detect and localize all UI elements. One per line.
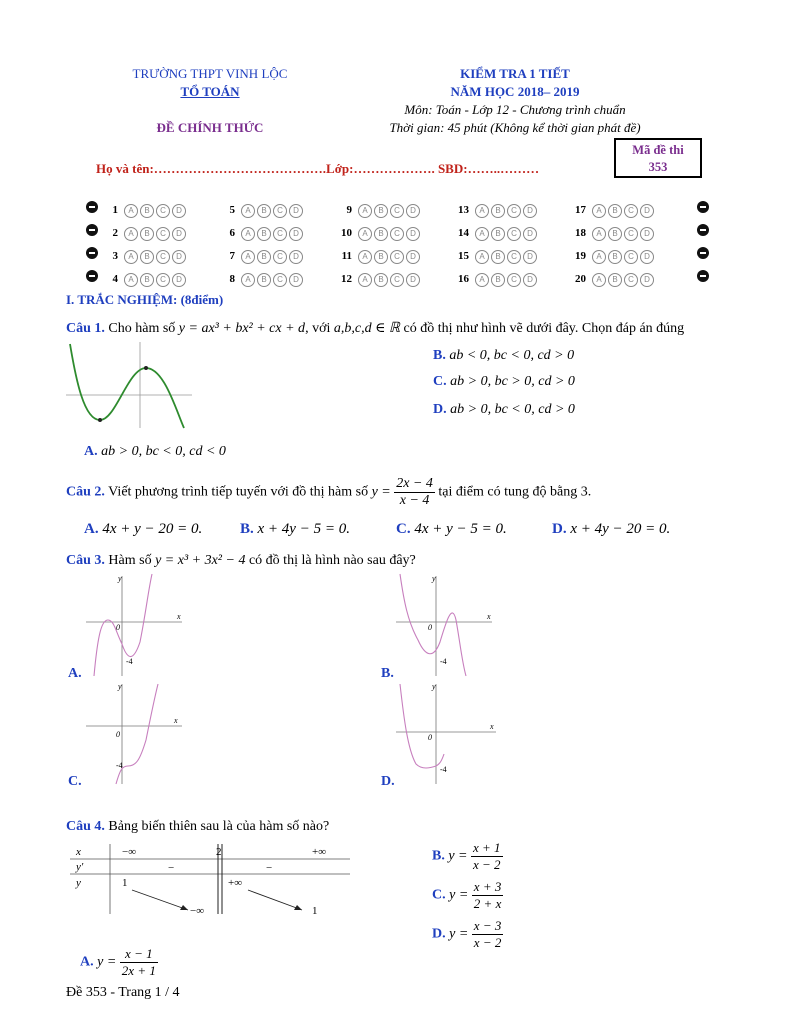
- subject-line: Môn: Toán - Lớp 12 - Chương trình chuẩn: [404, 102, 626, 117]
- answer-bubble-d[interactable]: D: [172, 204, 186, 218]
- answer-bubble-b[interactable]: B: [608, 227, 622, 241]
- answer-item: [447, 246, 539, 264]
- answer-bubble-d[interactable]: D: [640, 227, 654, 241]
- answer-item: [213, 200, 305, 218]
- answer-item: [96, 223, 188, 241]
- q1-a-text: ab > 0, bc < 0, cd < 0: [101, 444, 226, 459]
- answer-bubble-a[interactable]: A: [241, 250, 255, 264]
- q2-label: Câu 2.: [66, 484, 105, 500]
- time-line: Thời gian: 45 phút (Không kể thời gian phát đề): [389, 120, 641, 135]
- answer-bubble-c[interactable]: C: [156, 227, 170, 241]
- q4-d-fraction: [472, 918, 504, 951]
- answer-bubble-b[interactable]: B: [257, 250, 271, 264]
- answer-bubble-d[interactable]: D: [523, 227, 537, 241]
- answer-bubble-a[interactable]: A: [124, 204, 138, 218]
- answer-bubble-a[interactable]: A: [592, 250, 606, 264]
- answer-bubble-c[interactable]: C: [624, 273, 638, 287]
- answer-question-number: 5: [229, 204, 235, 216]
- q3a-y-label: y: [118, 574, 122, 583]
- q1-mid: , với: [305, 321, 331, 336]
- answer-bubble-d[interactable]: D: [640, 204, 654, 218]
- q3d-origin: 0: [428, 733, 432, 742]
- q2-d-text: x + 4y − 20 = 0.: [570, 521, 671, 537]
- q3c-origin: 0: [116, 730, 120, 739]
- answer-question-number: 14: [458, 227, 469, 239]
- q1-graph: [66, 340, 194, 430]
- q4-tbl-posinf: +∞: [312, 846, 327, 858]
- q4-tbl-minus1: −: [168, 862, 175, 874]
- q1-formula: y = ax³ + bx² + cx + d: [178, 321, 306, 336]
- q4-tbl-two: 2: [216, 846, 222, 858]
- exam-code-box: [614, 138, 702, 178]
- q4-tbl-posinf2: +∞: [228, 877, 243, 889]
- answer-bubble-d[interactable]: D: [289, 273, 303, 287]
- answer-bubble-c[interactable]: C: [156, 250, 170, 264]
- q2-a-label: A.: [84, 521, 99, 537]
- q3b-origin: 0: [428, 623, 432, 632]
- answer-bubble-d[interactable]: D: [406, 204, 420, 218]
- answer-bubble-d[interactable]: D: [289, 227, 303, 241]
- q2-option-d[interactable]: [552, 521, 670, 538]
- q2-fraction: [394, 476, 435, 509]
- q3-label: Câu 3.: [66, 553, 105, 568]
- answer-bubble-d[interactable]: D: [289, 250, 303, 264]
- q2-text: Viết phương trình tiếp tuyến với đồ thị hàm số: [108, 484, 369, 500]
- answer-item: [213, 223, 305, 241]
- q3d-y-label: y: [432, 682, 436, 691]
- answer-bubble-b[interactable]: B: [140, 250, 154, 264]
- answer-bubble-c[interactable]: C: [507, 273, 521, 287]
- answer-bubble-a[interactable]: A: [358, 204, 372, 218]
- q4-c-den: 2 + x: [473, 896, 502, 911]
- answer-bubble-c[interactable]: C: [273, 250, 287, 264]
- q4-a-num: x − 1: [120, 946, 158, 963]
- q1-d-label: D.: [433, 402, 447, 417]
- answer-bubble-b[interactable]: B: [257, 227, 271, 241]
- answer-question-number: 7: [229, 250, 235, 262]
- q2-tail: tại điểm có tung độ bằng 3.: [438, 484, 592, 500]
- alignment-mark-icon: [697, 247, 709, 259]
- q3a-m4: -4: [126, 657, 133, 666]
- answer-bubble-b[interactable]: B: [374, 227, 388, 241]
- q3b-y-label: y: [432, 574, 436, 583]
- answer-bubble-a[interactable]: A: [358, 227, 372, 241]
- q4-b-den: x − 2: [473, 857, 501, 872]
- answer-bubble-c[interactable]: C: [390, 250, 404, 264]
- q4-tbl-one1: 1: [122, 877, 128, 889]
- q3-option-d[interactable]: D.: [381, 774, 395, 789]
- q1-max-point: [144, 366, 148, 370]
- answer-item: [96, 200, 188, 218]
- answer-bubble-a[interactable]: A: [124, 273, 138, 287]
- answer-bubble-a[interactable]: A: [241, 227, 255, 241]
- answer-bubble-c[interactable]: C: [273, 273, 287, 287]
- q4-option-d[interactable]: [432, 918, 503, 951]
- answer-bubble-d[interactable]: D: [172, 250, 186, 264]
- q3d-x-label: x: [490, 722, 494, 731]
- q4-tbl-minus2: −: [266, 862, 273, 874]
- q3-option-a[interactable]: A.: [68, 666, 82, 681]
- answer-bubble-a[interactable]: A: [592, 204, 606, 218]
- answer-row: [86, 200, 716, 214]
- answer-item: [96, 246, 188, 264]
- answer-bubble-d[interactable]: D: [406, 227, 420, 241]
- q3c-x-label: x: [174, 716, 178, 725]
- answer-bubble-b[interactable]: B: [257, 273, 271, 287]
- q1-option-b[interactable]: [433, 348, 574, 364]
- alignment-mark-icon: [697, 224, 709, 236]
- answer-bubble-c[interactable]: C: [624, 250, 638, 264]
- answer-question-number: 17: [575, 204, 586, 216]
- answer-bubble-b[interactable]: B: [257, 204, 271, 218]
- q4-tbl-yp: y': [76, 861, 84, 873]
- answer-question-number: 10: [341, 227, 352, 239]
- answer-bubble-b[interactable]: B: [491, 227, 505, 241]
- q1-option-c[interactable]: [433, 374, 575, 390]
- answer-bubble-a[interactable]: A: [592, 227, 606, 241]
- q3a-origin: 0: [116, 623, 120, 632]
- q4-a-fraction: [120, 946, 158, 979]
- answer-bubble-d[interactable]: D: [640, 250, 654, 264]
- answer-bubble-a[interactable]: A: [124, 250, 138, 264]
- q1-label: Câu 1.: [66, 321, 105, 336]
- q4-b-y: y =: [448, 848, 468, 864]
- answer-bubble-b[interactable]: B: [374, 273, 388, 287]
- answer-question-number: 20: [575, 273, 586, 285]
- answer-bubble-c[interactable]: C: [507, 227, 521, 241]
- answer-bubble-a[interactable]: A: [241, 204, 255, 218]
- question-1: [66, 320, 684, 337]
- answer-bubble-b[interactable]: B: [374, 204, 388, 218]
- answer-question-number: 9: [346, 204, 352, 216]
- q4-b-num: x + 1: [473, 840, 501, 855]
- q3b-x-label: x: [487, 612, 491, 621]
- answer-bubble-b[interactable]: B: [491, 273, 505, 287]
- q1-c-label: C.: [433, 374, 447, 389]
- answer-bubble-b[interactable]: B: [491, 204, 505, 218]
- q4-a-den: 2x + 1: [121, 963, 156, 978]
- exam-code-label: Mã đề thi: [632, 143, 684, 157]
- answer-bubble-d[interactable]: D: [523, 273, 537, 287]
- q4-tbl-neginf: −∞: [122, 846, 137, 858]
- q3-option-b[interactable]: B.: [381, 666, 394, 681]
- q4-d-den: x − 2: [473, 935, 502, 950]
- answer-item: [564, 246, 656, 264]
- q3-graph-b: [396, 572, 506, 678]
- q3-option-c[interactable]: C.: [68, 774, 82, 789]
- question-4: [66, 819, 329, 835]
- alignment-mark-icon: [697, 201, 709, 213]
- q4-text: Bảng biến thiên sau là của hàm số nào?: [108, 819, 330, 834]
- answer-item: [447, 223, 539, 241]
- student-info-line: Họ và tên:………………………………….Lớp:………………. SBD:……..………: [96, 161, 540, 176]
- q2-y: y =: [371, 484, 391, 500]
- q4-c-fraction: [472, 879, 504, 912]
- answer-bubble-c[interactable]: C: [273, 227, 287, 241]
- q4-c-y: y =: [449, 887, 469, 903]
- q4-option-a[interactable]: [80, 946, 158, 979]
- q1-b-text: ab < 0, bc < 0, cd > 0: [449, 348, 575, 363]
- q2-b-label: B.: [240, 521, 254, 537]
- answer-item: [447, 269, 539, 287]
- answer-question-number: 19: [575, 250, 586, 262]
- q2-c-label: C.: [396, 521, 411, 537]
- answer-bubble-a[interactable]: A: [475, 250, 489, 264]
- department: TỔ TOÁN: [180, 84, 240, 99]
- q3-graph-c: [86, 680, 196, 786]
- answer-bubble-c[interactable]: C: [390, 273, 404, 287]
- q3-graph-d: [396, 680, 506, 786]
- answer-bubble-b[interactable]: B: [374, 250, 388, 264]
- q4-option-c[interactable]: [432, 879, 503, 912]
- q4-tbl-y: y: [76, 877, 81, 889]
- answer-item: [330, 223, 422, 241]
- q2-c-text: 4x + y − 5 = 0.: [414, 521, 507, 537]
- q4-c-label: C.: [432, 887, 446, 903]
- answer-question-number: 11: [341, 250, 352, 262]
- answer-bubble-c[interactable]: C: [390, 204, 404, 218]
- answer-question-number: 18: [575, 227, 586, 239]
- q4-tbl-neginf2: −∞: [190, 905, 205, 917]
- q1-tail: có đồ thị như hình vẽ dưới đây. Chọn đáp án đúng: [403, 321, 685, 336]
- q3c-y-label: y: [118, 682, 122, 691]
- q3a-x-label: x: [177, 612, 181, 621]
- answer-bubble-a[interactable]: A: [124, 227, 138, 241]
- answer-bubble-c[interactable]: C: [390, 227, 404, 241]
- q1-curve: [70, 344, 184, 428]
- answer-question-number: 4: [112, 273, 118, 285]
- answer-question-number: 6: [229, 227, 235, 239]
- q1-min-point: [98, 418, 102, 422]
- answer-bubble-c[interactable]: C: [507, 250, 521, 264]
- official-label: ĐỀ CHÍNH THỨC: [156, 120, 264, 135]
- q2-num: 2x − 4: [396, 476, 433, 491]
- q3-graph-a: [86, 572, 196, 678]
- answer-item: [330, 200, 422, 218]
- answer-bubble-a[interactable]: A: [475, 227, 489, 241]
- q3-tail: có đồ thị là hình nào sau đây?: [248, 553, 416, 568]
- answer-question-number: 13: [458, 204, 469, 216]
- q4-a-label: A.: [80, 954, 94, 970]
- q2-option-a[interactable]: [84, 521, 202, 538]
- q4-label: Câu 4.: [66, 819, 105, 834]
- exam-title: KIỂM TRA 1 TIẾT: [460, 66, 570, 81]
- q3-text: Hàm số: [108, 553, 152, 568]
- answer-row: [86, 223, 716, 237]
- q2-b-text: x + 4y − 5 = 0.: [257, 521, 350, 537]
- answer-item: [330, 246, 422, 264]
- q2-option-c[interactable]: [396, 521, 507, 538]
- q4-d-num: x − 3: [473, 918, 502, 933]
- answer-bubble-d[interactable]: D: [172, 227, 186, 241]
- answer-item: [96, 269, 188, 287]
- q4-a-y: y =: [97, 954, 117, 970]
- answer-bubble-c[interactable]: C: [156, 204, 170, 218]
- answer-question-number: 3: [112, 250, 118, 262]
- answer-bubble-b[interactable]: B: [491, 250, 505, 264]
- q1-text: Cho hàm số: [108, 321, 176, 336]
- q4-b-label: B.: [432, 848, 445, 864]
- answer-row: [86, 246, 716, 260]
- q4-tbl-x: x: [76, 846, 81, 858]
- answer-bubble-d[interactable]: D: [406, 250, 420, 264]
- answer-item: [564, 200, 656, 218]
- answer-bubble-d[interactable]: D: [640, 273, 654, 287]
- answer-bubble-b[interactable]: B: [608, 204, 622, 218]
- answer-item: [447, 200, 539, 218]
- q4-variation-table: [70, 842, 354, 918]
- answer-bubble-c[interactable]: C: [624, 227, 638, 241]
- answer-bubble-d[interactable]: D: [406, 273, 420, 287]
- q1-option-d[interactable]: [433, 402, 575, 418]
- answer-bubble-d[interactable]: D: [523, 204, 537, 218]
- answer-bubble-c[interactable]: C: [273, 204, 287, 218]
- answer-item: [213, 246, 305, 264]
- answer-item: [564, 269, 656, 287]
- q4-d-label: D.: [432, 926, 446, 942]
- school-name: TRƯỜNG THPT VINH LỘC: [132, 66, 288, 81]
- answer-bubble-a[interactable]: A: [358, 250, 372, 264]
- q1-a-label: A.: [84, 444, 98, 459]
- answer-bubble-c[interactable]: C: [624, 204, 638, 218]
- answer-question-number: 15: [458, 250, 469, 262]
- answer-bubble-a[interactable]: A: [358, 273, 372, 287]
- question-3: [66, 553, 416, 569]
- q3d-m4: -4: [440, 765, 447, 774]
- answer-bubble-a[interactable]: A: [475, 204, 489, 218]
- q1-b-label: B.: [433, 348, 446, 363]
- q4-d-y: y =: [449, 926, 469, 942]
- answer-item: [564, 223, 656, 241]
- q1-option-a[interactable]: [84, 444, 226, 460]
- q2-option-b[interactable]: [240, 521, 350, 538]
- answer-bubble-b[interactable]: B: [140, 204, 154, 218]
- q3c-m4: -4: [116, 761, 123, 770]
- exam-code: 353: [648, 160, 668, 174]
- answer-bubble-d[interactable]: D: [172, 273, 186, 287]
- section-title: I. TRẮC NGHIỆM: (8điểm): [66, 292, 224, 307]
- page-footer: Đề 353 - Trang 1 / 4: [66, 985, 180, 1000]
- q1-d-text: ab > 0, bc < 0, cd > 0: [450, 402, 575, 417]
- q4-b-fraction: [471, 840, 503, 873]
- q4-c-num: x + 3: [473, 879, 502, 894]
- answer-bubble-a[interactable]: A: [592, 273, 606, 287]
- school-year: NĂM HỌC 2018– 2019: [450, 84, 580, 99]
- answer-bubble-a[interactable]: A: [475, 273, 489, 287]
- answer-item: [330, 269, 422, 287]
- q1-set: a,b,c,d ∈ ℝ: [333, 321, 401, 336]
- q4-tbl-one2: 1: [312, 905, 318, 917]
- answer-question-number: 16: [458, 273, 469, 285]
- answer-question-number: 12: [341, 273, 352, 285]
- answer-bubble-a[interactable]: A: [241, 273, 255, 287]
- q1-c-text: ab > 0, bc > 0, cd > 0: [450, 374, 575, 389]
- answer-bubble-c[interactable]: C: [156, 273, 170, 287]
- q4-option-b[interactable]: [432, 840, 503, 873]
- q2-d-label: D.: [552, 521, 567, 537]
- q2-den: x − 4: [399, 493, 430, 508]
- question-2: [66, 476, 591, 509]
- answer-item: [213, 269, 305, 287]
- answer-question-number: 2: [112, 227, 118, 239]
- answer-bubble-b[interactable]: B: [608, 273, 622, 287]
- q3b-m4: -4: [440, 657, 447, 666]
- answer-question-number: 1: [112, 204, 118, 216]
- answer-row: [86, 269, 716, 283]
- answer-bubble-d[interactable]: D: [289, 204, 303, 218]
- answer-bubble-b[interactable]: B: [140, 273, 154, 287]
- answer-bubble-b[interactable]: B: [140, 227, 154, 241]
- answer-bubble-c[interactable]: C: [507, 204, 521, 218]
- answer-bubble-d[interactable]: D: [523, 250, 537, 264]
- alignment-mark-icon: [697, 270, 709, 282]
- q3-formula: y = x³ + 3x² − 4: [155, 553, 246, 568]
- answer-bubble-b[interactable]: B: [608, 250, 622, 264]
- q2-a-text: 4x + y − 20 = 0.: [102, 521, 203, 537]
- answer-question-number: 8: [229, 273, 235, 285]
